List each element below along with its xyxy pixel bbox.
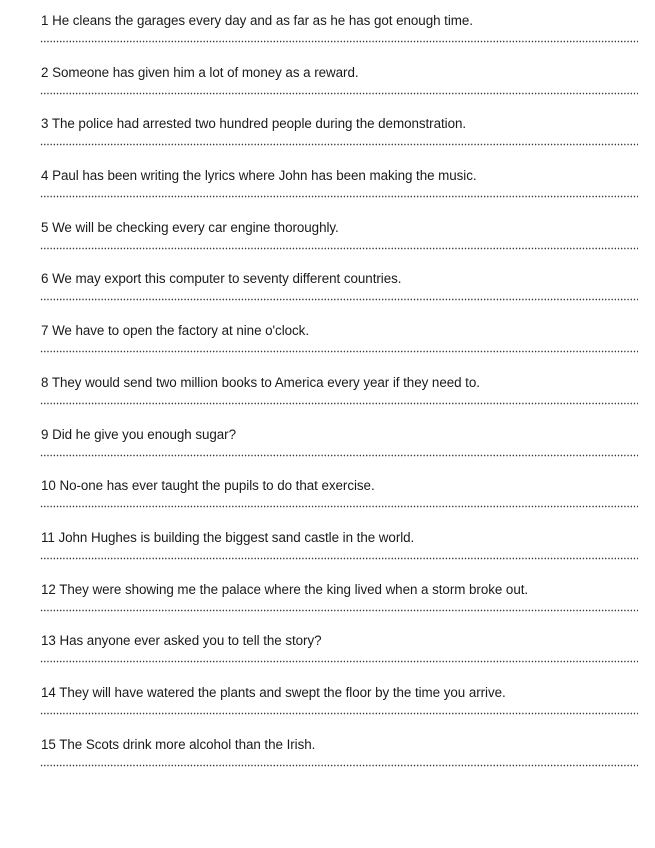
answer-line[interactable] (40, 763, 638, 768)
sentence-text: 10 No-one has ever taught the pupils to do that exercise. (41, 478, 375, 494)
answer-line[interactable] (40, 39, 638, 44)
sentence-text: 7 We have to open the factory at nine o'clock. (41, 323, 309, 339)
answer-line[interactable] (40, 453, 638, 458)
sentence-text: 11 John Hughes is building the biggest sand castle in the world. (41, 529, 415, 545)
sentence-text: 1 He cleans the garages every day and as far as he has got enough time. (41, 13, 473, 28)
exercise-item (40, 12, 640, 64)
exercise-item (40, 167, 640, 219)
exercise-item (40, 374, 640, 426)
answer-line[interactable] (40, 297, 638, 302)
sentence-text: 13 Has anyone ever asked you to tell the story? (41, 633, 322, 649)
exercise-item (40, 270, 640, 322)
answer-line[interactable] (40, 194, 638, 199)
exercise-item (40, 581, 640, 633)
sentence-text: 6 We may export this computer to seventy different countries. (41, 271, 402, 287)
answer-line[interactable] (40, 711, 638, 716)
sentence-text: 5 We will be checking every car engine thoroughly. (41, 219, 339, 235)
exercise-item (40, 684, 640, 736)
sentence-text: 3 The police had arrested two hundred people during the demonstration. (41, 116, 467, 132)
answer-line[interactable] (40, 91, 638, 96)
sentence-text: 4 Paul has been writing the lyrics where John has been making the music. (41, 168, 477, 184)
exercise-item (40, 632, 640, 684)
sentence-text: 8 They would send two million books to America every year if they need to. (41, 374, 480, 390)
answer-line[interactable] (40, 504, 638, 509)
sentence-text: 14 They will have watered the plants and swept the floor by the time you arrive. (41, 684, 506, 700)
exercise-item (40, 477, 640, 529)
exercise-item (40, 529, 640, 581)
answer-line[interactable] (40, 349, 638, 354)
exercise-item (40, 426, 640, 478)
exercise-item (40, 736, 640, 788)
answer-line[interactable] (40, 659, 638, 664)
answer-line[interactable] (40, 142, 638, 147)
exercise-worksheet (40, 12, 640, 787)
answer-line[interactable] (40, 556, 638, 561)
sentence-text: 12 They were showing me the palace where the king lived when a storm broke out. (41, 581, 529, 597)
exercise-item (40, 219, 640, 271)
answer-line[interactable] (40, 608, 638, 613)
sentence-text: 2 Someone has given him a lot of money as a reward. (41, 64, 359, 80)
exercise-item (40, 322, 640, 374)
answer-line[interactable] (40, 246, 638, 251)
sentence-text: 15 The Scots drink more alcohol than the Irish. (41, 736, 316, 752)
exercise-item (40, 115, 640, 167)
sentence-text: 9 Did he give you enough sugar? (41, 426, 236, 442)
answer-line[interactable] (40, 401, 638, 406)
exercise-item (40, 64, 640, 116)
